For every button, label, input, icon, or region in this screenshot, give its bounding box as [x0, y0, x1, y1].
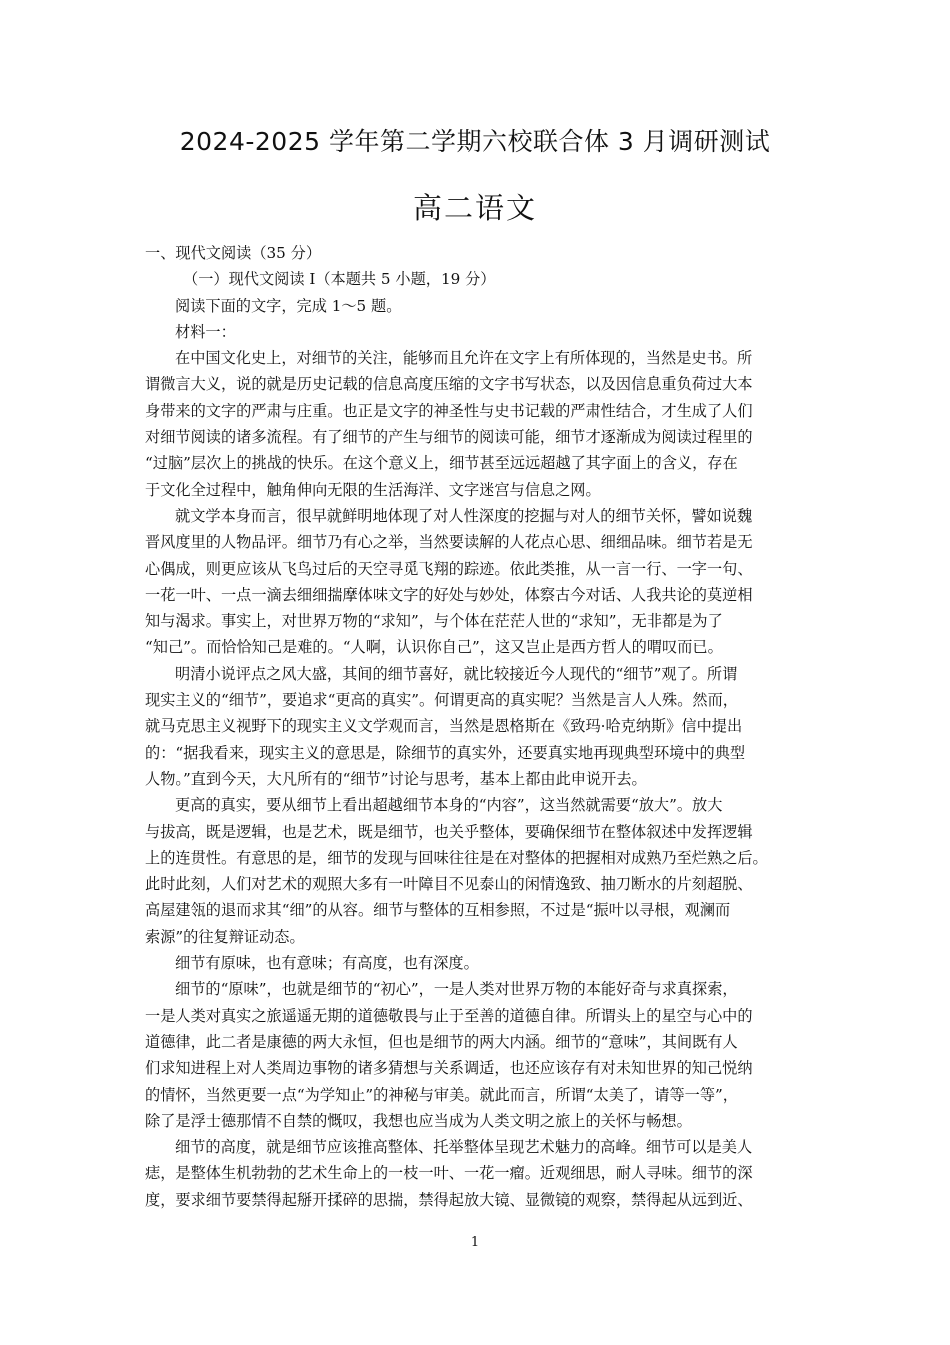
exam-title: 2024-2025 学年第二学期六校联合体 3 月调研测试: [179, 127, 771, 156]
document-body: [145, 240, 825, 1213]
text-line: 的情怀，当然更要一点“为学知止”的神秘与审美。就此而言，所谓“太美了，请等一等”，: [145, 1085, 738, 1104]
text-line: 细节的高度，就是细节应该推高整体、托举整体呈现艺术魅力的高峰。细节可以是美人: [175, 1138, 753, 1157]
text-line: 一花一叶、一点一滴去细细揣摩体味文字的好处与妙处，体察古今对话、人我共论的莫逆相: [145, 585, 753, 604]
text-line: 除了是浮士德那情不自禁的慨叹，我想也应当成为人类文明之旅上的关怀与畅想。: [145, 1111, 692, 1130]
text-line: 一是人类对真实之旅遥遥无期的道德敬畏与止于至善的道德自律。所谓头上的星空与心中的: [145, 1006, 753, 1025]
reading-instruction: 阅读下面的文字，完成 1～5 题。: [175, 296, 402, 315]
text-line: 于文化全过程中，触角伸向无限的生活海洋、文字迷宫与信息之网。: [145, 480, 601, 499]
text-line: 度，要求细节要禁得起掰开揉碎的思揣，禁得起放大镜、显微镜的观察，禁得起从远到近、: [145, 1190, 753, 1209]
text-line: 更高的真实，要从细节上看出超越细节本身的“内容”，这当然就需要“放大”。放大: [175, 796, 723, 815]
material-label: 材料一：: [175, 322, 236, 341]
text-line: 高屋建瓴的退而求其“细”的从容。细节与整体的互相参照，不过是“振叶以寻根，观澜而: [145, 901, 731, 920]
text-line: 人物。”直到今天，大凡所有的“细节”讨论与思考，基本上都由此申说开去。: [145, 769, 647, 788]
text-line: 细节有原味，也有意味；有高度，也有深度。: [175, 954, 479, 973]
text-line: 就马克思主义视野下的现实主义文学观而言，当然是恩格斯在《致玛·哈克纳斯》信中提出: [145, 717, 743, 736]
text-line: “知己”。而恰恰知己是难的。“人啊，认识你自己”，这又岂止是西方哲人的喟叹而已。: [145, 638, 723, 657]
text-line: 谓微言大义，说的就是历史记载的信息高度压缩的文字书写状态，以及因信息重负荷过大本: [145, 375, 753, 394]
text-line: 细节的“原味”，也就是细节的“初心”，一是人类对世界万物的本能好奇与求真探索，: [175, 980, 738, 999]
text-line: 身带来的文字的严肃与庄重。也正是文字的神圣性与史书记载的严肃性结合，才生成了人们: [145, 401, 753, 420]
section-heading: 一、现代文阅读（35 分）: [145, 244, 322, 262]
text-line: 此时此刻，人们对艺术的观照大多有一叶障目不见泰山的闲情逸致、抽刀断水的片刻超脱、: [145, 875, 753, 894]
text-line: 上的连贯性。有意思的是，细节的发现与回味往往是在对整体的把握相对成熟乃至烂熟之后。: [145, 848, 768, 867]
text-line: 晋风度里的人物品评。细节乃有心之举，当然要读解的人花点心思、细细品味。细节若是无: [145, 533, 753, 552]
subsection-heading: （一）现代文阅读 I（本题共 5 小题，19 分）: [183, 270, 496, 289]
text-line: 索源”的往复辩证动态。: [145, 927, 305, 946]
text-line: 对细节阅读的诸多流程。有了细节的产生与细节的阅读可能，细节才逐渐成为阅读过程里的: [145, 428, 753, 447]
text-line: 道德律，此二者是康德的两大永恒，但也是细节的两大内涵。细节的“意味”，其间既有人: [145, 1032, 738, 1051]
text-line: 心偶成，则更应该从飞鸟过后的天空寻觅飞翔的踪迹。依此类推，从一言一行、一字一句、: [145, 559, 753, 578]
text-line: 明清小说评点之风大盛，其间的细节喜好，就比较接近今人现代的“细节”观了。所谓: [175, 664, 738, 683]
text-line: 与拔高，既是逻辑，也是艺术，既是细节，也关乎整体，要确保细节在整体叙述中发挥逻辑: [145, 822, 753, 841]
text-line: 们求知进程上对人类周边事物的诸多猜想与关系调适，也还应该存有对未知世界的知己悦纳: [145, 1059, 753, 1078]
text-line: “过脑”层次上的挑战的快乐。在这个意义上，细节甚至远远超越了其字面上的含义，存在: [145, 454, 738, 473]
text-line: 现实主义的“细节”，要追求“更高的真实”。何谓更高的真实呢？当然是言人人殊。然而，: [145, 691, 738, 710]
passage-text: [145, 345, 825, 1213]
text-line: 就文学本身而言，很早就鲜明地体现了对人性深度的挖掘与对人的细节关怀，譬如说魏: [175, 506, 753, 525]
subject-title: 高二语文: [412, 191, 537, 225]
page-number: 1: [470, 1235, 480, 1250]
text-line: 的：“据我看来，现实主义的意思是，除细节的真实外，还要真实地再现典型环境中的典型: [145, 743, 746, 762]
text-line: 在中国文化史上，对细节的关注，能够而且允许在文字上有所体现的，当然是史书。所: [175, 349, 753, 368]
text-line: 知与渴求。事实上，对世界万物的“求知”，与个体在茫茫人世的“求知”，无非都是为了: [145, 612, 723, 631]
text-line: 痣，是整体生机勃勃的艺术生命上的一枝一叶、一花一瘤。近观细思，耐人寻味。细节的深: [145, 1164, 753, 1183]
